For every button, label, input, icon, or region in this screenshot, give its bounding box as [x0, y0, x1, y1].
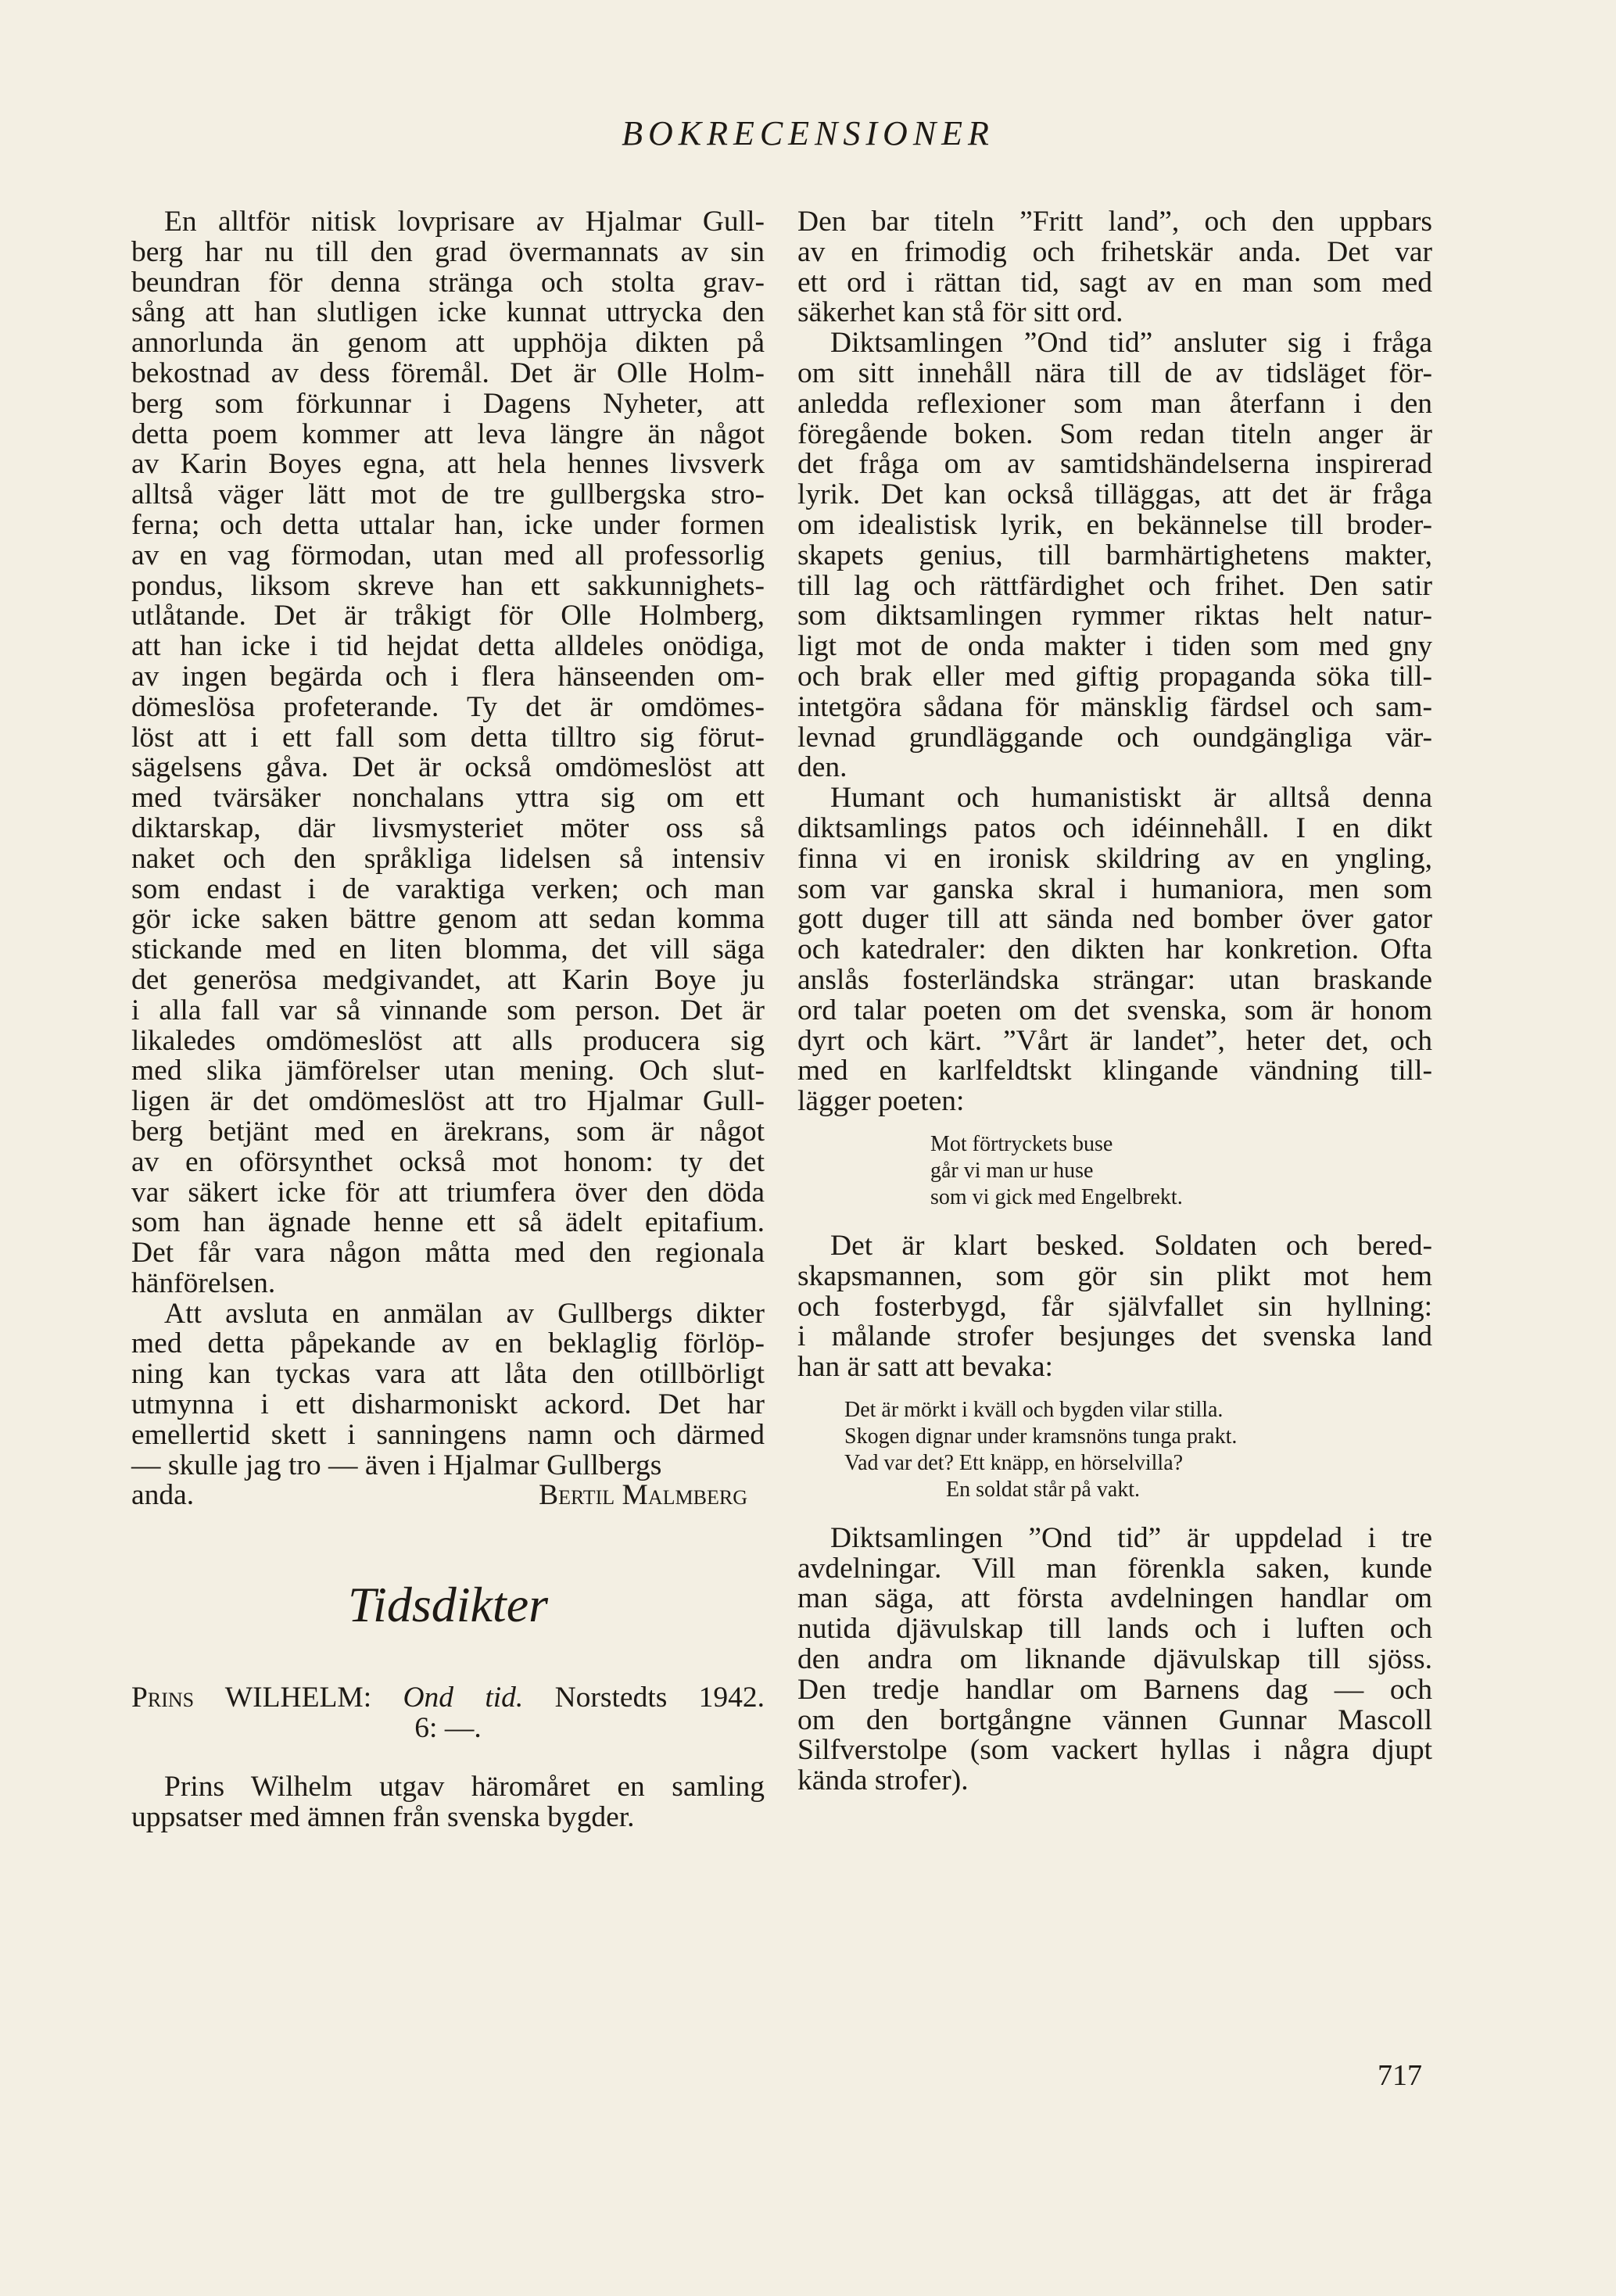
- text-line: av en vag förmodan, utan med all professorlig: [131, 539, 765, 571]
- review-paragraph: [797, 207, 1432, 328]
- text-line: till lag och rättfärdighet och frihet. Den satir: [797, 569, 1432, 602]
- text-line: ning kan tyckas vara att låta den otillbörligt: [131, 1358, 765, 1391]
- text-line: om den bortgångne vännen Gunnar Mascoll: [797, 1703, 1432, 1736]
- review-paragraph: [131, 207, 765, 1299]
- text-line: med en karlfeldtskt klingande vändning till-: [797, 1055, 1432, 1087]
- text-line: utlåtande. Det är tråkigt för Olle Holmberg,: [131, 600, 765, 632]
- text-line: ligen är det omdömeslöst att tro Hjalmar Gull-: [131, 1085, 765, 1118]
- text-line: nutida djävulskap till lands och i luften och: [797, 1613, 1432, 1646]
- text-line: lyrik. Det kan också tilläggas, att det är fråga: [797, 478, 1432, 511]
- text-line: gör icke saken bättre genom att sedan komma: [131, 903, 765, 936]
- text-line: skapsmannen, som gör sin plikt mot hem: [797, 1259, 1432, 1292]
- text-line: detta poem kommer att leva längre än något: [131, 417, 765, 450]
- text-line: av en frimodig och frihetskär anda. Det var: [797, 235, 1432, 268]
- text-line: Att avsluta en anmälan av Gullbergs dikter: [164, 1297, 765, 1330]
- poem-line: Vad var det? Ett knäpp, en hörselvilla?: [844, 1450, 1184, 1475]
- text-line: av ingen begärda och i flera hänseenden om-: [131, 660, 765, 693]
- text-line: ferna; och detta uttalar han, icke under formen: [131, 508, 765, 541]
- review-paragraph: [131, 1772, 765, 1833]
- text-line: den andra om liknande djävulskap till sjöss.: [797, 1643, 1432, 1676]
- text-line: ett ord i rättan tid, sagt av en man som med: [797, 266, 1432, 299]
- text-line: han är satt att bevaka:: [797, 1351, 1053, 1384]
- closing-text: anda.: [131, 1479, 195, 1512]
- text-line: Prins Wilhelm utgav häromåret en samling: [164, 1770, 765, 1803]
- text-line: om sitt innehåll nära till de av tidsläget för-: [797, 356, 1432, 389]
- text-line: lägger poeten:: [797, 1085, 965, 1118]
- text-line: skapets genius, till barmhärtighetens makter,: [797, 539, 1432, 571]
- text-line: — skulle jag tro — även i Hjalmar Gullbergs: [131, 1449, 662, 1481]
- signature-line: [131, 1481, 765, 1511]
- text-line: säkerhet kan stå för sitt ord.: [797, 296, 1123, 329]
- text-line: uppsatser med ämnen från svenska bygder.: [131, 1800, 635, 1833]
- text-line: Det får vara någon måtta med den regionala: [131, 1237, 765, 1270]
- text-line: gott duger till att sända ned bomber över gator: [797, 903, 1432, 936]
- text-line: Det är klart besked. Soldaten och bered-: [830, 1229, 1432, 1262]
- review-paragraph: [797, 1231, 1432, 1383]
- poem-quote: [844, 1397, 1432, 1503]
- text-line: beundran för denna stränga och stolta grav-: [131, 266, 765, 299]
- text-line: intetgöra sådana för mänsklig färdsel och sam-: [797, 690, 1432, 723]
- review-paragraph: [797, 783, 1432, 1117]
- poem-line: som vi gick med Engelbrekt.: [930, 1184, 1183, 1209]
- text-line: hänförelsen.: [131, 1266, 276, 1299]
- text-line: man säga, att första avdelningen handlar om: [797, 1582, 1432, 1615]
- text-line: och katedraler: den dikten har konkretion. Ofta: [797, 933, 1432, 966]
- text-line: avdelningar. Vill man förenkla saken, kunde: [797, 1552, 1432, 1585]
- poem-line: Skogen dignar under kramsnöns tunga prakt.: [844, 1424, 1238, 1449]
- text-line: sägelsens gåva. Det är också omdömeslöst att: [131, 751, 765, 784]
- text-line: att han icke i tid hejdat detta alldeles onödiga,: [131, 630, 765, 663]
- book-author: Prins WILHELM:: [131, 1682, 372, 1714]
- text-line: som endast i de varaktiga verken; och man: [131, 872, 765, 905]
- review-paragraph: [797, 1521, 1432, 1797]
- text-line: alltså väger lätt mot de tre gullbergska stro-: [131, 478, 765, 511]
- text-line: det generösa medgivandet, att Karin Boye ju: [131, 963, 765, 996]
- book-publisher: Norstedts 1942.: [554, 1682, 765, 1714]
- text-line: pondus, liksom skreve han ett sakkunnighets-: [131, 569, 765, 602]
- text-line: med tvärsäker nonchalans yttra sig om ett: [131, 782, 765, 815]
- text-line: naket och den språkliga lidelsen så intensiv: [131, 842, 765, 875]
- left-column: [131, 207, 765, 1832]
- text-line: den.: [797, 751, 847, 784]
- text-line: annorlunda än genom att upphöja dikten på: [131, 327, 765, 360]
- text-line: och brak eller med giftig propaganda söka till-: [797, 660, 1432, 693]
- text-line: berg betjänt med en ärekrans, som är något: [131, 1115, 765, 1148]
- text-line: Silfverstolpe (som vackert hyllas i några djupt: [797, 1734, 1432, 1767]
- text-line: likaledes omdömeslöst att alls producera sig: [131, 1024, 765, 1057]
- text-line: diktsamlings patos och idéinnehåll. I en dikt: [797, 811, 1432, 844]
- text-line: Den tredje handlar om Barnens dag — och: [797, 1673, 1432, 1706]
- running-header: BOKRECENSIONER: [622, 114, 994, 152]
- reviewer-signature: Bertil Malmberg: [539, 1479, 747, 1512]
- text-line: med slika jämförelser utan mening. Och slut-: [131, 1055, 765, 1087]
- text-line: Humant och humanistiskt är alltså denna: [830, 782, 1432, 815]
- text-line: utmynna i ett disharmoniskt ackord. Det har: [131, 1388, 765, 1421]
- text-line: stickande med en liten blomma, det vill säga: [131, 933, 765, 966]
- text-line: löst att i ett fall som detta tilltro sig förut-: [131, 721, 765, 754]
- book-title: Ond tid.: [403, 1682, 524, 1714]
- text-line: Den bar titeln ”Fritt land”, och den uppbars: [797, 206, 1432, 238]
- text-line: med detta påpekande av en beklaglig förlöp-: [131, 1327, 765, 1360]
- review-paragraph: [797, 328, 1432, 783]
- text-line: och fosterbygd, får självfallet sin hyllning:: [797, 1290, 1432, 1323]
- text-line: om idealistisk lyrik, en bekännelse till broder-: [797, 508, 1432, 541]
- text-line: dömeslösa profeterande. Ty det är omdömes-: [131, 690, 765, 723]
- text-line: föregående boken. Som redan titeln anger är: [797, 417, 1432, 450]
- review-paragraph: [131, 1299, 765, 1481]
- text-line: i alla fall var så vinnande som person. Det är: [131, 994, 765, 1026]
- book-info: [131, 1683, 765, 1744]
- text-line: av Karin Boyes egna, att hela hennes livsverk: [131, 448, 765, 481]
- text-line: som diktsamlingen rymmer riktas helt natur-: [797, 600, 1432, 632]
- poem-line: Mot förtryckets buse: [930, 1131, 1113, 1156]
- text-line: kända strofer).: [797, 1764, 969, 1797]
- text-line: Diktsamlingen ”Ond tid” är uppdelad i tre: [830, 1521, 1432, 1554]
- text-line: som han ägnade henne ett så ädelt epitafium.: [131, 1206, 765, 1239]
- text-line: sång att han slutligen icke kunnat uttrycka den: [131, 296, 765, 329]
- section-title: Tidsdikter: [347, 1577, 549, 1633]
- page-number: 717: [1378, 2059, 1422, 2092]
- text-line: anslås fosterländska strängar: utan braskande: [797, 963, 1432, 996]
- text-line: ord talar poeten om det svenska, som är honom: [797, 994, 1432, 1026]
- text-line: finna vi en ironisk skildring av en yngling,: [797, 842, 1432, 875]
- text-line: levnad grundläggande och oundgängliga vär-: [797, 721, 1432, 754]
- text-line: berg som förkunnar i Dagens Nyheter, att: [131, 387, 765, 420]
- text-line: bekostnad av dess föremål. Det är Olle Holm-: [131, 356, 765, 389]
- text-line: i målande strofer besjunges det svenska land: [797, 1320, 1432, 1353]
- right-column: [797, 207, 1432, 1796]
- text-line: dyrt och kärt. ”Vårt är landet”, heter det, och: [797, 1024, 1432, 1057]
- poem-line: En soldat står på vakt.: [946, 1477, 1141, 1502]
- poem-quote: [930, 1131, 1432, 1211]
- text-line: berg har nu till den grad övermannats av sin: [131, 235, 765, 268]
- text-line: ligt mot de onda makter i tiden som med gny: [797, 630, 1432, 663]
- text-line: diktarskap, där livsmysteriet möter oss så: [131, 811, 765, 844]
- poem-line: Det är mörkt i kväll och bygden vilar stilla.: [844, 1397, 1224, 1422]
- text-line: anledda reflexioner som man återfann i den: [797, 387, 1432, 420]
- text-line: som var ganska skral i humaniora, men som: [797, 872, 1432, 905]
- book-price: 6: —.: [414, 1712, 482, 1745]
- text-line: Diktsamlingen ”Ond tid” ansluter sig i fråga: [830, 327, 1432, 360]
- text-line: det fråga om av samtidshändelserna inspirerad: [797, 448, 1432, 481]
- text-line: var säkert icke för att triumfera över den döda: [131, 1176, 765, 1209]
- text-line: av en oförsynthet också mot honom: ty det: [131, 1145, 765, 1178]
- text-line: En alltför nitisk lovprisare av Hjalmar Gull-: [164, 206, 765, 238]
- text-line: emellertid skett i sanningens namn och därmed: [131, 1418, 765, 1451]
- poem-line: går vi man ur huse: [930, 1158, 1094, 1183]
